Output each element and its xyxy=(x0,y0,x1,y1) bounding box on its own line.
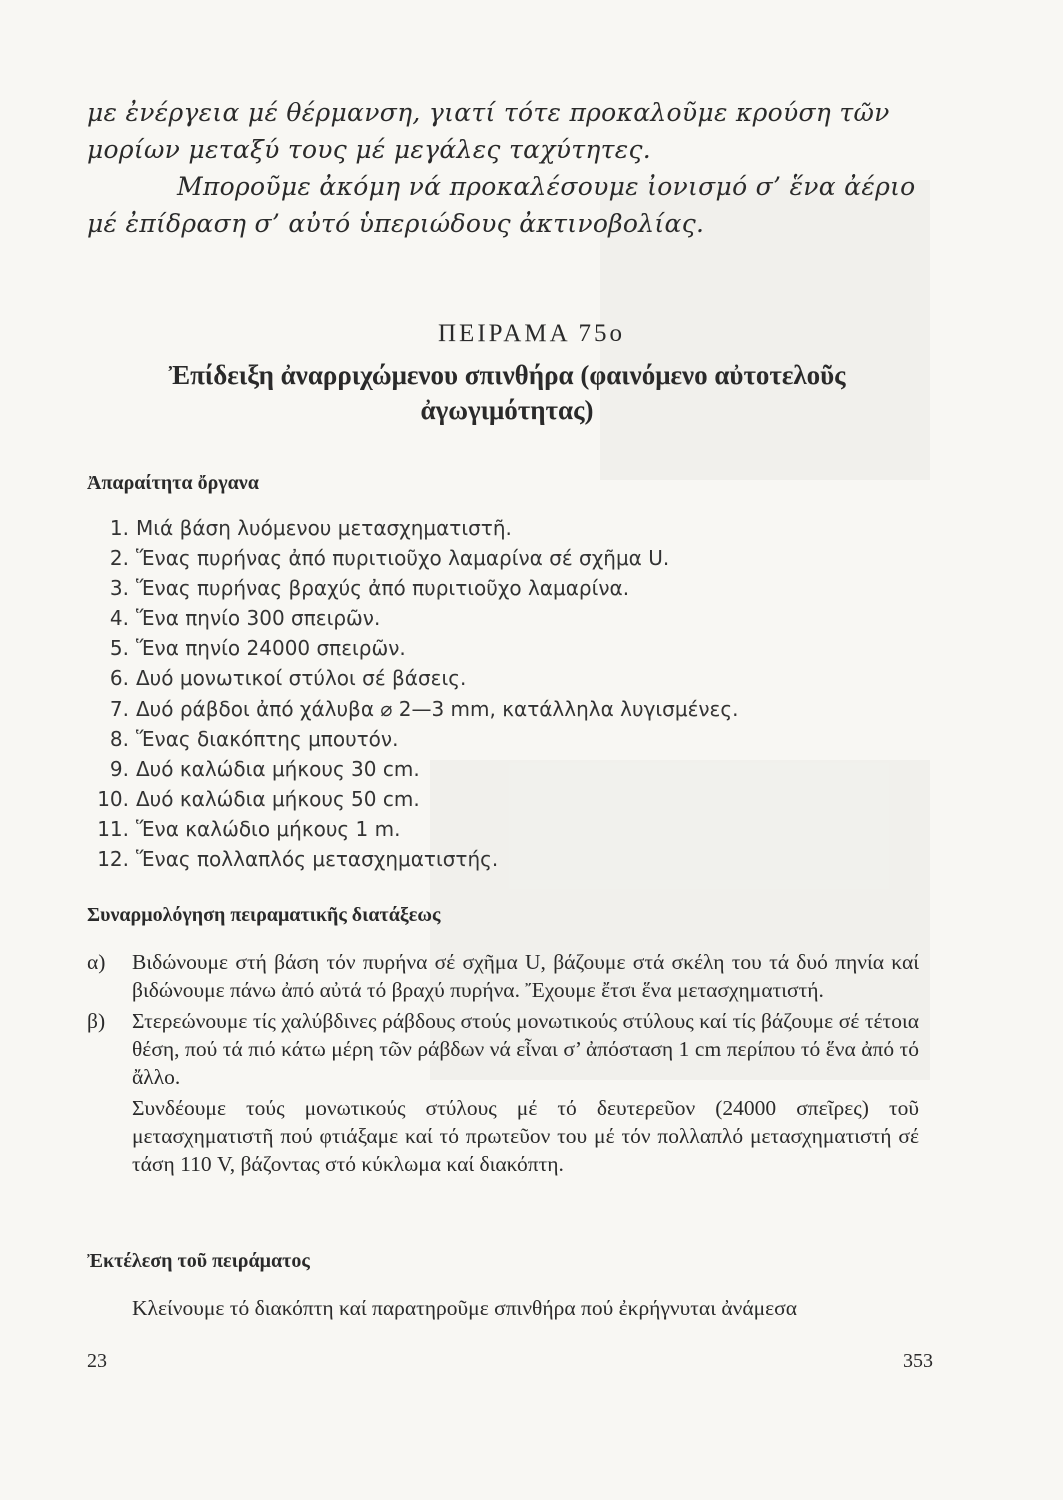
list-item-number: 4. xyxy=(109,606,129,631)
list-item xyxy=(87,844,887,874)
list-item-text: Δυό μονωτικοί στύλοι σέ βάσεις. xyxy=(136,666,467,691)
list-item xyxy=(87,543,887,573)
assembly-heading: Συναρμολόγηση πειραματικῆς διατάξεως xyxy=(87,904,441,926)
page-number: 353 xyxy=(903,1350,933,1372)
intro-text xyxy=(87,94,927,242)
assembly-section xyxy=(87,948,919,1178)
list-item-text: Μιά βάση λυόμενου μετασχηματιστῆ. xyxy=(136,516,512,540)
intro-paragraph-2: Μποροῦμε ἀκόμη νά προκαλέσουμε ἰονισμό σ’ ἕνα ἀέριο μέ ἐπίδραση σ’ αὐτό ὑπεριώδους ἀκτινοβολίας. xyxy=(87,172,916,238)
list-item-text: Δυό καλώδια μήκους 50 cm. xyxy=(136,786,420,811)
experiment-heading: ΠΕΙΡΑΜΑ 75ο xyxy=(438,320,625,347)
list-item-text: Ἕνα πηνίο 24000 σπειρῶν. xyxy=(136,636,406,661)
execution-heading: Ἐκτέλεση τοῦ πειράματος xyxy=(87,1250,310,1272)
list-item xyxy=(87,784,887,814)
assembly-continuation: Συνδέουμε τούς μονωτικούς στύλους μέ τό δευτερεῦον (24000 σπεῖρες) τοῦ μετασχηματιστῆ πού φτιάξαμε καί τό πρωτεῦον του μέ τόν πολλαπλό μετασχηματιστή σέ τάση 110 V, βάζοντας στό κύκλωμα καί διακόπτη. xyxy=(132,1096,919,1176)
list-item xyxy=(87,814,887,844)
list-item xyxy=(87,513,887,543)
step-a-text: Βιδώνουμε στή βάση τόν πυρήνα σέ σχῆμα U, βάζουμε στά σκέλη του τά δυό πηνία καί βιδώνουμε πάνω ἀπό αὐτά τό βραχύ πυρήνα. Ἔχουμε ἔτσι ἕνα μετασχηματιστή. xyxy=(132,950,919,1002)
list-item-number: 1. xyxy=(109,516,129,540)
experiment-title: Ἐπίδειξη ἀναρριχώμενου σπινθήρα (φαινόμενο αὐτοτελοῦς ἀγωγιμότητας) xyxy=(168,360,846,425)
list-item xyxy=(87,694,887,724)
list-item-text: Δυό ράβδοι ἀπό χάλυβα ⌀ 2—3 mm, κατάλληλα λυγισμένες. xyxy=(136,696,739,721)
list-item-number: 10. xyxy=(97,786,129,811)
list-item-text: Ἕνας πυρήνας ἀπό πυριτιοῦχο λαμαρίνα σέ σχῆμα U. xyxy=(136,546,670,571)
list-item-text: Ἕνας πυρήνας βραχύς ἀπό πυριτιοῦχο λαμαρίνα. xyxy=(136,576,630,601)
list-item-number: 7. xyxy=(109,696,129,721)
step-a-marker: α) xyxy=(87,950,106,974)
list-item xyxy=(87,633,887,663)
list-item xyxy=(87,573,887,603)
list-item-text: Ἕνας διακόπτης μπουτόν. xyxy=(136,726,399,751)
list-item xyxy=(87,603,887,633)
list-item xyxy=(87,663,887,693)
list-item-text: Ἕνας πολλαπλός μετασχηματιστής. xyxy=(136,847,499,872)
list-item xyxy=(87,724,887,754)
step-b-text: Στερεώνουμε τίς χαλύβδινες ράβδους στούς μονωτικούς στύλους καί τίς βάζουμε σέ τέτοια θέση, πού τά πιό κάτω μέρη τῶν ράβδων νά εἶναι σ’ ἀπόσταση 1 cm περίπου τό ἕνα ἀπό τό ἄλλο. xyxy=(132,1009,919,1089)
list-item-number: 9. xyxy=(109,756,129,781)
list-item-number: 8. xyxy=(109,726,129,751)
signature-mark: 23 xyxy=(87,1350,107,1372)
tools-heading: Ἀπαραίτητα ὄργανα xyxy=(87,472,259,494)
list-item-number: 12. xyxy=(97,847,129,872)
list-item-text: Δυό καλώδια μήκους 30 cm. xyxy=(136,756,420,781)
list-item-number: 3. xyxy=(109,576,129,601)
list-item-text: Ἕνα καλώδιο μήκους 1 m. xyxy=(136,816,401,841)
step-b-marker: β) xyxy=(87,1009,106,1033)
list-item-number: 5. xyxy=(109,636,129,661)
list-item-number: 6. xyxy=(109,666,129,691)
list-item-number: 11. xyxy=(97,816,129,841)
list-item xyxy=(87,754,887,784)
assembly-step-a xyxy=(87,948,919,1004)
tools-list xyxy=(87,513,887,874)
list-item-number: 2. xyxy=(109,546,129,571)
assembly-step-b xyxy=(87,1007,919,1091)
execution-text: Κλείνουμε τό διακόπτη καί παρατηροῦμε σπινθήρα πού ἐκρήγνυται ἀνάμεσα xyxy=(132,1296,798,1320)
intro-paragraph-1: με ἐνέργεια μέ θέρμανση, γιατί τότε προκαλοῦμε κρούση τῶν μορίων μεταξύ τους μέ μεγάλες ταχύτητες. xyxy=(87,98,890,164)
list-item-text: Ἕνα πηνίο 300 σπειρῶν. xyxy=(136,606,381,631)
